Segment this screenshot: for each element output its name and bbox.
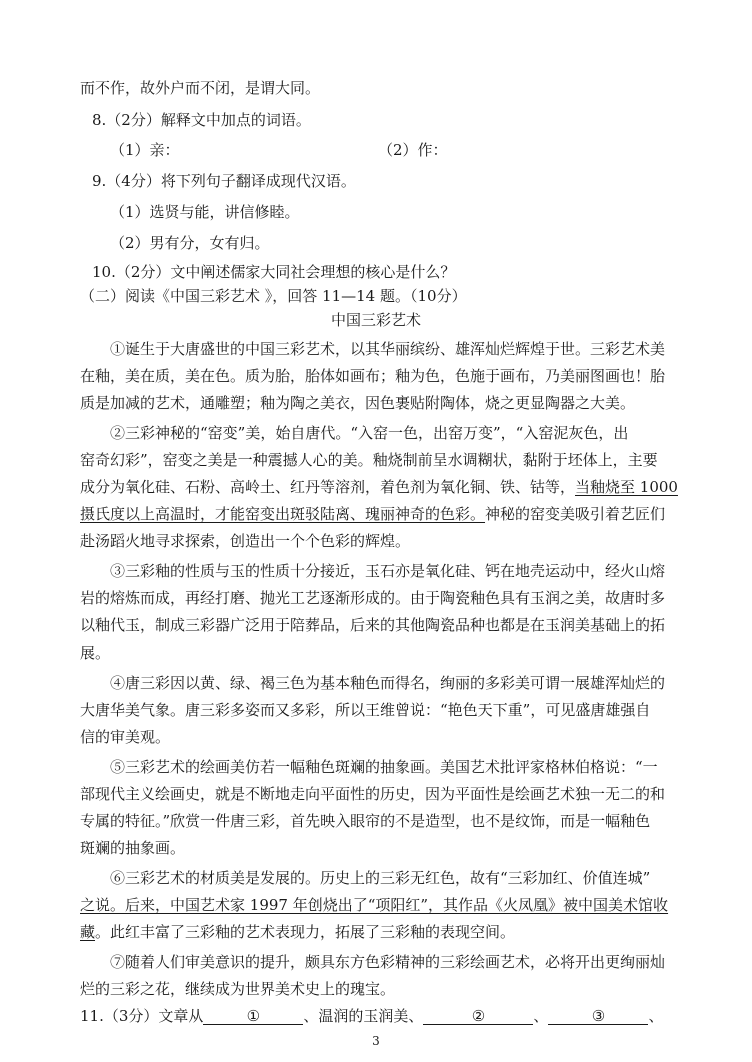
paragraph-6-line-2: 之说。后来，中国艺术家 1997 年创烧出了“项阳红”，其作品《火凤凰》被中国美术馆收 [80,896,669,914]
paragraph-6-line-1: ⑥三彩艺术的材质美是发展的。历史上的三彩无红色，故有“三彩加红、价值连城” [110,869,651,887]
answer-blank-2[interactable]: ② [423,1006,533,1025]
question-11-stem [80,1006,663,1026]
paragraph-3-line-3: 以釉代玉，制成三彩器广泛用于陪葬品，后来的其他陶瓷品种也都是在玉润美基础上的拓 [80,616,666,634]
page-number: 3 [372,1034,380,1048]
paragraph-2-line-4-text: 神秘的窑变美吸引着艺匠们 [485,505,666,523]
paragraph-2-line-5: 赴汤蹈火地寻求探索，创造出一个个色彩的辉煌。 [80,532,411,550]
answer-blank-1[interactable]: ① [203,1006,303,1025]
paragraph-5-line-2: 部现代主义绘画史，就是不断地走向平面性的历史，因为平面性是绘画艺术独一无二的和 [80,785,666,803]
question-8-item-2: （2）作： [378,141,448,159]
underlined-sentence: 当釉烧至 1000 [575,478,678,496]
paragraph-2-line-4 [80,504,665,524]
question-11-middle: 、温润的玉润美、 [303,1007,424,1025]
paragraph-4-line-3: 信的审美观。 [80,728,171,746]
article-title: 中国三彩艺术 [330,311,421,329]
underlined-word: 藏 [80,923,96,941]
paragraph-5-line-4: 斑斓的抽象画。 [80,839,186,857]
question-8-stem: 8.（2分）解释文中加点的词语。 [92,111,311,129]
paragraph-3-line-4: 展。 [80,644,111,662]
paragraph-7-line-2: 烂的三彩之花，继续成为世界美术史上的瑰宝。 [80,980,396,998]
paragraph-1-line-3: 质是加减的艺术，通雕塑；釉为陶之美衣，因色裹贴附陶体，烧之更显陶器之大美。 [80,394,636,412]
underlined-sentence-end: 摄氏度以上高温时，才能窑变出斑驳陆离、瑰丽神奇的色彩。 [80,505,486,523]
question-9-stem: 9.（4分）将下列句子翻译成现代汉语。 [92,172,356,190]
paragraph-2-line-1: ②三彩神秘的“窑变”美，始自唐代。“入窑一色，出窑万变”，“入窑泥灰色，出 [110,424,629,442]
question-11-tail: 、 [648,1007,664,1025]
paragraph-5-line-3: 专属的特征。”欣赏一件唐三彩，首先映入眼帘的不是造型，也不是纹饰，而是一幅釉色 [80,812,651,830]
paragraph-1-line-1: ①诞生于大唐盛世的中国三彩艺术，以其华丽缤纷、雄浑灿烂辉煌于世。三彩艺术美 [110,340,666,358]
paragraph-6-line-3 [80,922,515,942]
question-11-prefix: 11.（3分）文章从 [80,1007,204,1025]
answer-blank-3[interactable]: ③ [548,1006,648,1025]
question-9-item-2: （2）男有分，女有归。 [110,234,270,252]
paragraph-4-line-2: 大唐华美气象。唐三彩多姿而又多彩，所以王维曾说：“艳色天下重”，可见盛唐雄强自 [80,701,651,719]
section-2-heading: （二）阅读《中国三彩艺术 》，回答 11—14 题。（10分） [80,287,467,305]
paragraph-6-line-3-text: 。此红丰富了三彩釉的艺术表现力，拓展了三彩釉的表现空间。 [95,923,516,941]
paragraph-3-line-2: 岩的熔炼而成，再经打磨、抛光工艺逐渐形成的。由于陶瓷釉色具有玉润之美，故唐时多 [80,589,666,607]
paragraph-1-line-2: 在釉，美在质，美在色。质为胎，胎体如画布；釉为色，色施于画布，乃美丽图画也！胎 [80,367,666,385]
paragraph-2-line-2: 窑奇幻彩”，窑变之美是一种震撼人心的美。釉烧制前呈水调糊状，黏附于坯体上，主要 [80,451,658,469]
paragraph-7-line-1: ⑦随着人们审美意识的提升，颇具东方色彩精神的三彩绘画艺术，必将开出更绚丽灿 [110,953,666,971]
question-9-item-1: （1）选贤与能，讲信修睦。 [110,203,300,221]
question-8-item-1: （1）亲： [110,141,180,159]
continuation-line: 而不作，故外户而不闭，是谓大同。 [80,79,321,97]
paragraph-5-line-1: ⑤三彩艺术的绘画美仿若一幅釉色斑斓的抽象画。美国艺术批评家格林伯格说：“一 [110,758,658,776]
paragraph-3-line-1: ③三彩釉的性质与玉的性质十分接近，玉石亦是氧化硅、钙在地壳运动中，经火山熔 [110,562,666,580]
question-11-separator: 、 [533,1007,549,1025]
paragraph-2-line-3-text: 成分为氧化硅、石粉、高岭土、红丹等溶剂，着色剂为氧化铜、铁、钴等， [80,478,576,496]
paragraph-4-line-1: ④唐三彩因以黄、绿、褐三色为基本釉色而得名，绚丽的多彩美可谓一展雄浑灿烂的 [110,674,666,692]
paragraph-2-line-3 [80,477,678,497]
question-10-stem: 10.（2分）文中阐述儒家大同社会理想的核心是什么？ [92,263,456,281]
